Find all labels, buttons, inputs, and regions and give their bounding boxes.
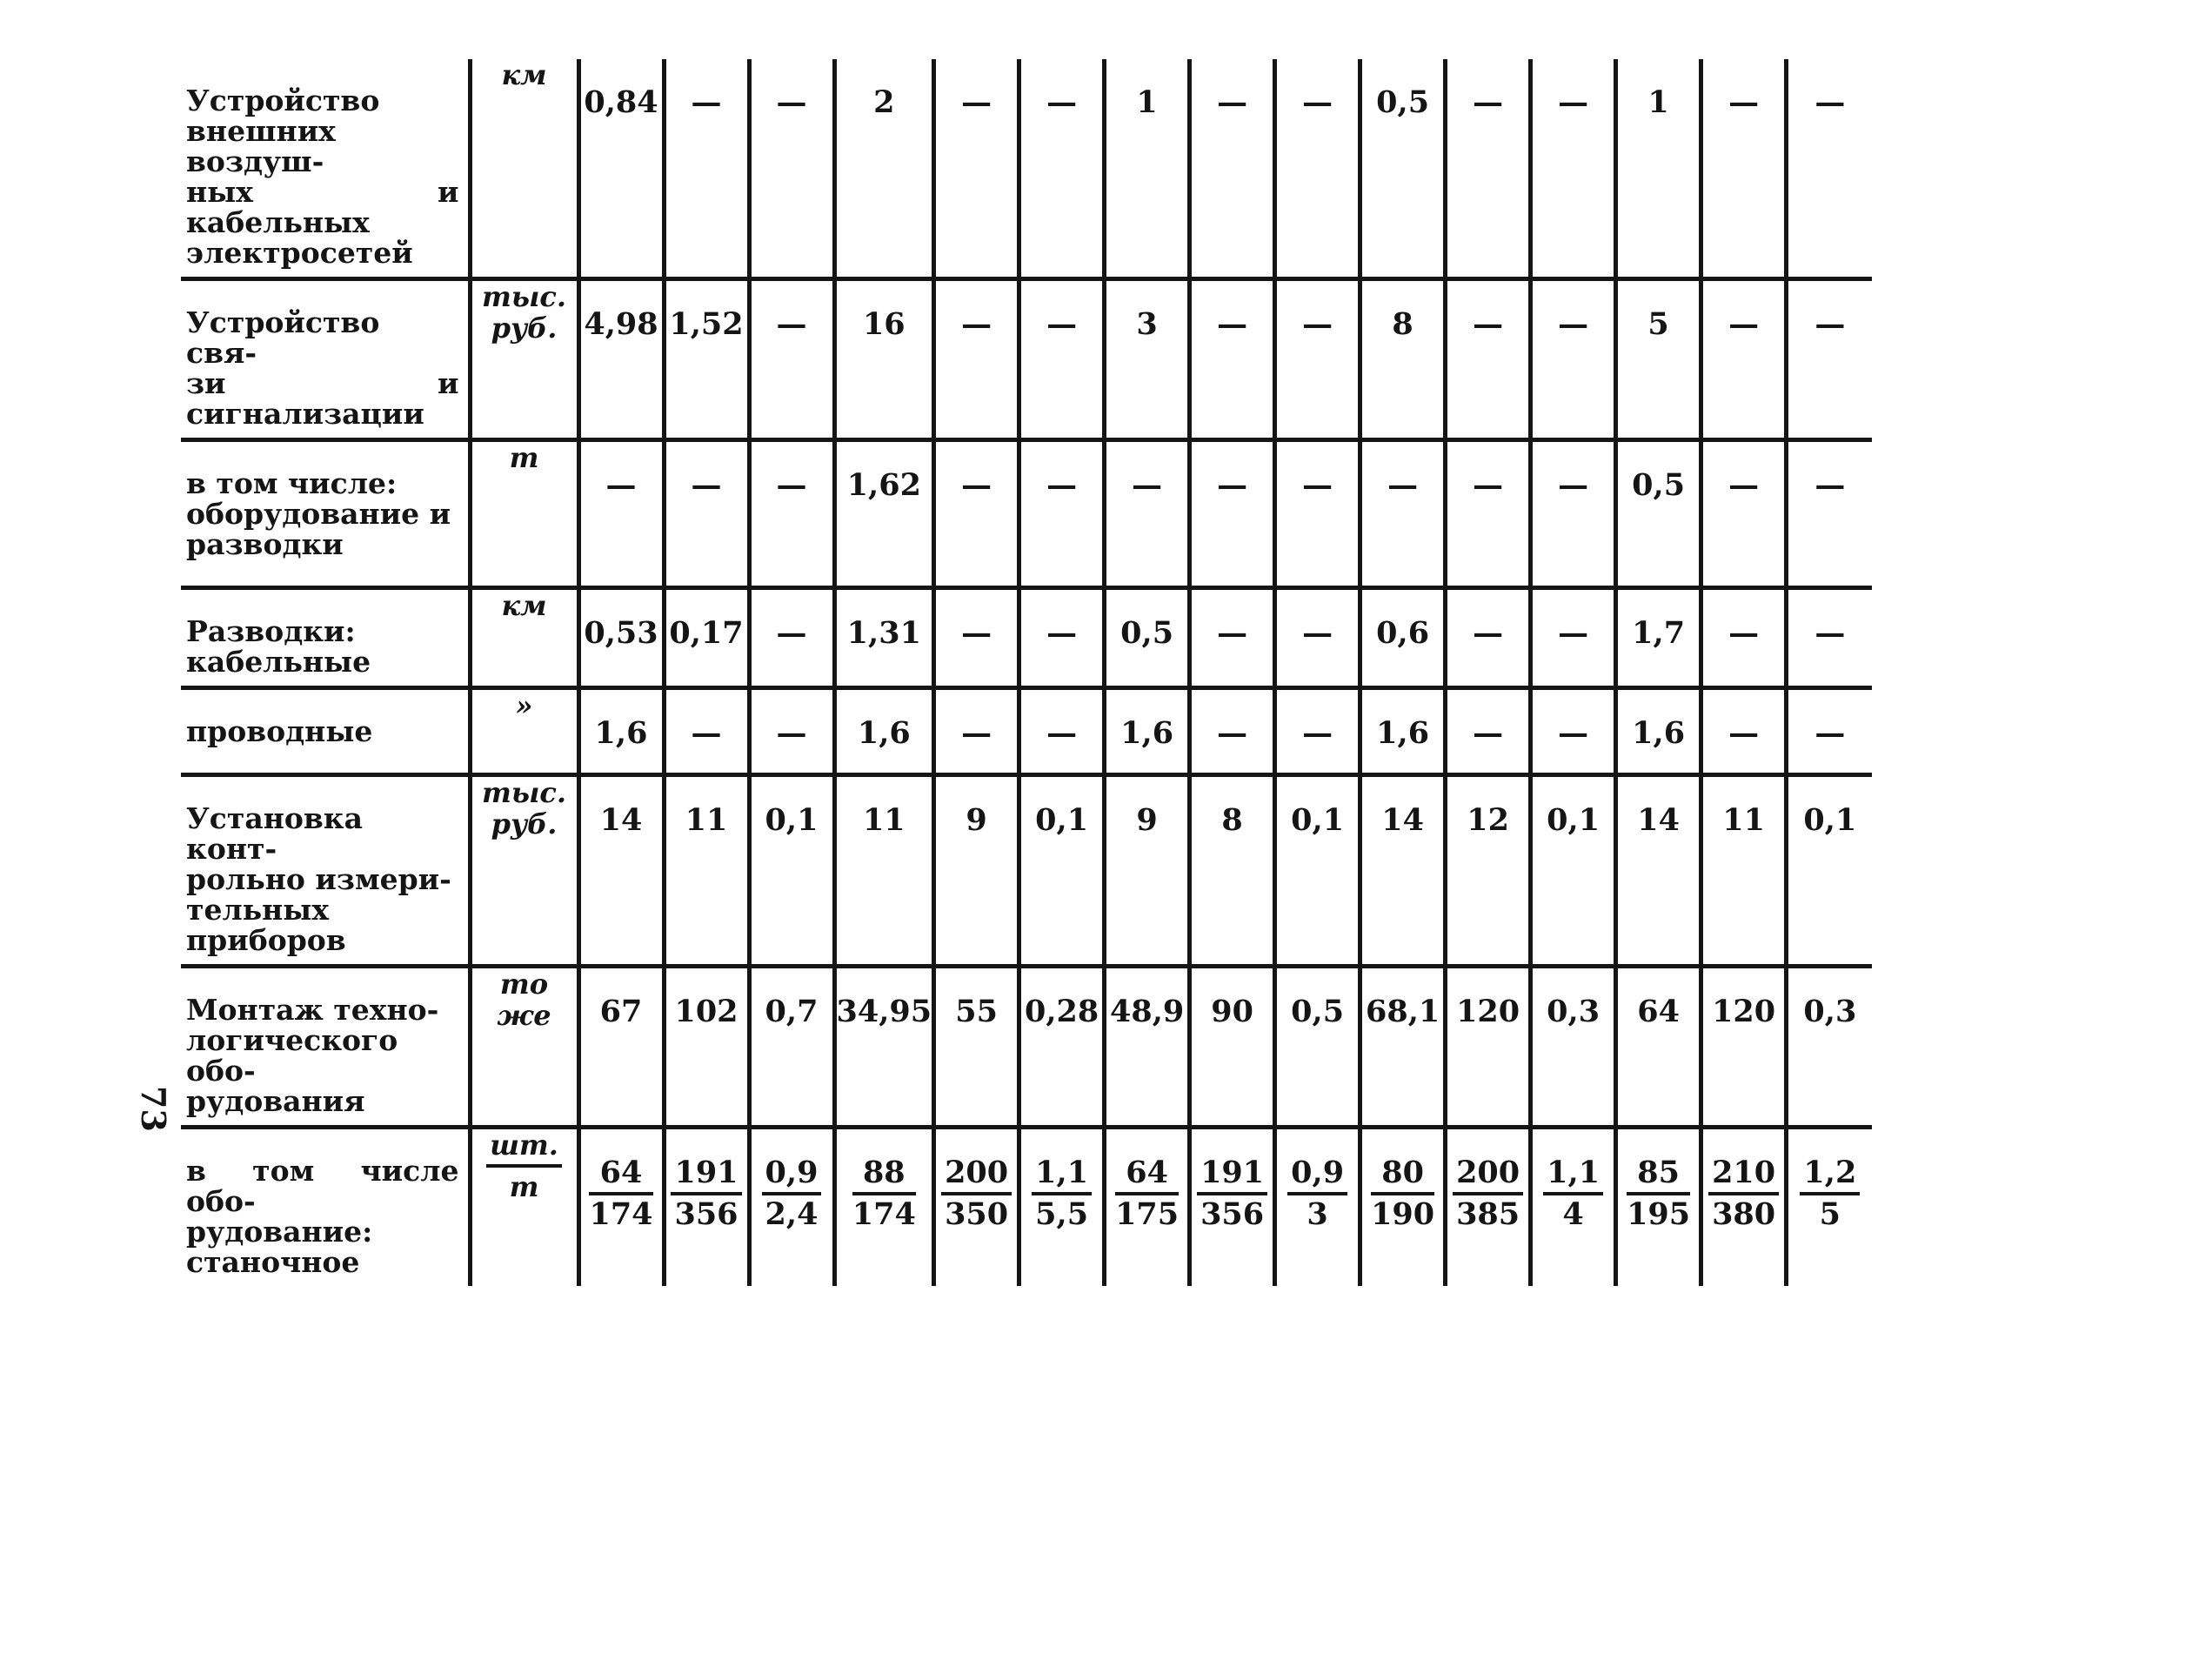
value-fraction — [671, 1157, 741, 1230]
row-label-line: в том числе: — [186, 466, 398, 500]
value-cell: — — [1275, 279, 1360, 440]
fraction-denominator: 4 — [1562, 1196, 1584, 1232]
row-label-line: рудование: — [186, 1215, 373, 1249]
value-cell: 8 — [1190, 775, 1275, 967]
value-cell: — — [1787, 440, 1872, 588]
value-cell: 14 — [1360, 775, 1446, 967]
row-label-line: в том числе обо- — [186, 1154, 459, 1218]
value-cell: 1,31 — [834, 588, 934, 688]
fraction-numerator: 1,1 — [1543, 1157, 1603, 1195]
value-fraction — [1800, 1157, 1860, 1230]
value-fraction — [1115, 1157, 1179, 1230]
value-cell: — — [1105, 440, 1190, 588]
unit-cell: тыс. руб. — [470, 279, 578, 440]
value-cell: 2 — [834, 59, 934, 279]
fraction-denominator: 190 — [1371, 1196, 1435, 1232]
value-cell: 1,6 — [1360, 688, 1446, 775]
value-cell: 0,5 — [1616, 440, 1701, 588]
value-cell: 0,3 — [1531, 967, 1616, 1128]
row-label-line: рудования — [186, 1084, 365, 1118]
value-cell: 1,62 — [834, 440, 934, 588]
value-cell: — — [1275, 688, 1360, 775]
value-cell: — — [749, 59, 834, 279]
value-cell: — — [749, 440, 834, 588]
value-cell: — — [1531, 688, 1616, 775]
value-fraction — [1543, 1157, 1603, 1230]
value-cell: — — [1190, 688, 1275, 775]
value-cell: 0,3 — [1787, 967, 1872, 1128]
value-cell: 9 — [1105, 775, 1190, 967]
fraction-denominator: 356 — [674, 1196, 738, 1232]
value-cell: 120 — [1446, 967, 1531, 1128]
value-cell: 48,9 — [1105, 967, 1190, 1128]
value-cell: 1,6 — [578, 688, 664, 775]
value-cell: — — [749, 588, 834, 688]
fraction-denominator: 175 — [1115, 1196, 1180, 1232]
value-cell: — — [1190, 59, 1275, 279]
row-label-line: разводки — [186, 527, 344, 561]
value-fraction — [1287, 1157, 1347, 1230]
fraction-denominator: 5 — [1819, 1196, 1841, 1232]
value-cell: — — [1019, 688, 1105, 775]
value-cell: — — [1275, 588, 1360, 688]
value-cell: 1,6 — [834, 688, 934, 775]
unit-cell: то же — [470, 967, 578, 1128]
value-cell: 0,1 — [1787, 775, 1872, 967]
unit-cell: км — [470, 59, 578, 279]
unit-cell: т — [470, 440, 578, 588]
value-cell: 3 — [1105, 279, 1190, 440]
value-cell: — — [1275, 59, 1360, 279]
fraction-denominator: 356 — [1200, 1196, 1265, 1232]
value-cell: 11 — [664, 775, 749, 967]
fraction-numerator: 0,9 — [1287, 1157, 1347, 1195]
value-cell: 67 — [578, 967, 664, 1128]
value-cell: 0,1 — [1019, 775, 1105, 967]
row-label-line: тельных приборов — [186, 893, 346, 957]
fraction-numerator: 80 — [1371, 1157, 1434, 1195]
value-cell: 0,28 — [1019, 967, 1105, 1128]
value-cell: 64 — [1616, 967, 1701, 1128]
value-cell: — — [1446, 688, 1531, 775]
fraction-numerator: 1,1 — [1032, 1157, 1092, 1195]
value-cell: — — [1446, 279, 1531, 440]
value-cell: — — [1701, 688, 1787, 775]
value-fraction — [589, 1157, 652, 1230]
value-cell: — — [1019, 59, 1105, 279]
row-label-line: станочное — [186, 1245, 360, 1279]
row-label-line: внешних воздуш- — [186, 114, 336, 178]
fraction-numerator: 85 — [1627, 1157, 1690, 1195]
row-label-line: проводные — [186, 714, 373, 748]
value-cell: 1,7 — [1616, 588, 1701, 688]
row-label — [181, 440, 470, 588]
value-cell: — — [1701, 440, 1787, 588]
row-label-line: Монтаж техно- — [186, 993, 439, 1027]
value-cell: — — [1531, 588, 1616, 688]
value-fraction — [852, 1157, 916, 1230]
value-cell — [1360, 1128, 1446, 1287]
unit-cell: км — [470, 588, 578, 688]
unit-cell: тыс. руб. — [470, 775, 578, 967]
row-label-line: Устройство — [186, 84, 380, 117]
value-fraction — [941, 1157, 1012, 1230]
value-cell — [1105, 1128, 1190, 1287]
value-cell: 0,1 — [749, 775, 834, 967]
fraction-numerator: 64 — [589, 1157, 652, 1195]
value-cell: 11 — [834, 775, 934, 967]
value-cell: 102 — [664, 967, 749, 1128]
value-cell: 16 — [834, 279, 934, 440]
value-fraction — [1032, 1157, 1092, 1230]
fraction-denominator: 5,5 — [1035, 1196, 1089, 1232]
value-fraction — [1627, 1157, 1690, 1230]
value-cell: — — [1787, 279, 1872, 440]
value-cell: 1,6 — [1616, 688, 1701, 775]
table-row — [181, 775, 1872, 967]
row-label — [181, 59, 470, 279]
unit-cell: » — [470, 688, 578, 775]
value-cell — [1531, 1128, 1616, 1287]
value-cell: — — [934, 59, 1019, 279]
row-label-line: Установка конт- — [186, 801, 364, 866]
value-cell: — — [1787, 588, 1872, 688]
fraction-numerator: 64 — [1115, 1157, 1179, 1195]
table-row — [181, 688, 1872, 775]
value-cell: 0,17 — [664, 588, 749, 688]
value-cell: 4,98 — [578, 279, 664, 440]
value-cell: 68,1 — [1360, 967, 1446, 1128]
row-label — [181, 1128, 470, 1287]
value-cell: 0,5 — [1360, 59, 1446, 279]
value-cell: — — [1446, 440, 1531, 588]
row-label-line: ных и кабельных — [186, 175, 459, 239]
row-label — [181, 967, 470, 1128]
value-cell: — — [934, 279, 1019, 440]
row-label-line: Разводки: — [186, 614, 356, 648]
fraction-denominator: 3 — [1306, 1196, 1328, 1232]
value-cell — [1190, 1128, 1275, 1287]
value-cell: — — [1531, 440, 1616, 588]
value-cell: 1 — [1105, 59, 1190, 279]
row-label-line: зи и сигнализации — [186, 366, 459, 431]
value-cell: — — [1701, 279, 1787, 440]
row-label — [181, 688, 470, 775]
value-fraction — [1197, 1157, 1267, 1230]
unit-fraction — [486, 1129, 562, 1202]
table-row — [181, 588, 1872, 688]
value-cell: — — [1360, 440, 1446, 588]
row-label — [181, 775, 470, 967]
value-cell: — — [749, 279, 834, 440]
value-cell: — — [934, 440, 1019, 588]
value-cell — [749, 1128, 834, 1287]
value-cell: — — [1019, 440, 1105, 588]
value-cell: — — [934, 588, 1019, 688]
fraction-denominator: т — [509, 1170, 539, 1203]
value-cell: — — [1531, 59, 1616, 279]
value-cell: — — [578, 440, 664, 588]
value-cell: 9 — [934, 775, 1019, 967]
fraction-numerator: 200 — [941, 1157, 1012, 1195]
row-label-line: кабельные — [186, 645, 371, 679]
value-fraction — [1708, 1157, 1779, 1230]
value-cell: 0,84 — [578, 59, 664, 279]
value-cell: — — [1787, 688, 1872, 775]
value-cell: — — [664, 440, 749, 588]
fraction-denominator: 380 — [1712, 1196, 1776, 1232]
row-label-line: Устройство свя- — [186, 305, 380, 370]
fraction-numerator: 88 — [852, 1157, 916, 1195]
value-cell: 8 — [1360, 279, 1446, 440]
fraction-denominator: 174 — [589, 1196, 653, 1232]
value-cell: 12 — [1446, 775, 1531, 967]
cost-table — [181, 59, 1872, 1286]
value-cell: 34,95 — [834, 967, 934, 1128]
row-label — [181, 588, 470, 688]
table-row — [181, 59, 1872, 279]
value-cell — [1275, 1128, 1360, 1287]
fraction-numerator: 191 — [1197, 1157, 1267, 1195]
page-number: 73 — [133, 1086, 173, 1132]
value-cell — [934, 1128, 1019, 1287]
row-label-line: рольно измери- — [186, 862, 451, 896]
value-cell: — — [1446, 59, 1531, 279]
value-cell: 1 — [1616, 59, 1701, 279]
row-label-line: оборудование и — [186, 497, 451, 531]
value-cell: 0,6 — [1360, 588, 1446, 688]
row-label-line: электросетей — [186, 236, 413, 270]
row-label-line: логического обо- — [186, 1023, 398, 1088]
value-cell: 0,1 — [1531, 775, 1616, 967]
value-fraction — [1371, 1157, 1434, 1230]
fraction-numerator: шт. — [486, 1129, 562, 1168]
value-cell: 14 — [1616, 775, 1701, 967]
value-cell: — — [1531, 279, 1616, 440]
value-cell: — — [1701, 588, 1787, 688]
value-cell: 0,1 — [1275, 775, 1360, 967]
value-cell: — — [1019, 279, 1105, 440]
fraction-numerator: 210 — [1708, 1157, 1779, 1195]
value-cell: 14 — [578, 775, 664, 967]
value-cell — [1616, 1128, 1701, 1287]
value-fraction — [762, 1157, 822, 1230]
fraction-numerator: 200 — [1453, 1157, 1523, 1195]
value-cell: 120 — [1701, 967, 1787, 1128]
value-cell: 5 — [1616, 279, 1701, 440]
value-cell: — — [1190, 588, 1275, 688]
fraction-numerator: 0,9 — [762, 1157, 822, 1195]
value-cell: 0,5 — [1275, 967, 1360, 1128]
value-cell — [1446, 1128, 1531, 1287]
value-cell: — — [1701, 59, 1787, 279]
value-cell: 11 — [1701, 775, 1787, 967]
value-cell: — — [1446, 588, 1531, 688]
value-cell: — — [664, 59, 749, 279]
value-cell: — — [934, 688, 1019, 775]
fraction-denominator: 2,4 — [765, 1196, 819, 1232]
unit-cell — [470, 1128, 578, 1287]
value-cell: — — [1190, 440, 1275, 588]
value-cell: — — [664, 688, 749, 775]
value-cell: — — [1190, 279, 1275, 440]
value-cell — [578, 1128, 664, 1287]
table-row — [181, 440, 1872, 588]
table-row — [181, 1128, 1872, 1287]
fraction-denominator: 174 — [852, 1196, 916, 1232]
value-cell: 0,7 — [749, 967, 834, 1128]
value-cell: — — [1275, 440, 1360, 588]
value-fraction — [1453, 1157, 1523, 1230]
value-cell: 0,53 — [578, 588, 664, 688]
table-row — [181, 967, 1872, 1128]
value-cell: — — [1019, 588, 1105, 688]
fraction-denominator: 350 — [945, 1196, 1009, 1232]
value-cell: 90 — [1190, 967, 1275, 1128]
fraction-numerator: 191 — [671, 1157, 741, 1195]
fraction-numerator: 1,2 — [1800, 1157, 1860, 1195]
fraction-denominator: 195 — [1627, 1196, 1691, 1232]
table-row — [181, 279, 1872, 440]
value-cell: 55 — [934, 967, 1019, 1128]
value-cell: — — [749, 688, 834, 775]
value-cell: 1,6 — [1105, 688, 1190, 775]
value-cell — [1701, 1128, 1787, 1287]
value-cell: — — [1787, 59, 1872, 279]
fraction-denominator: 385 — [1456, 1196, 1520, 1232]
value-cell — [834, 1128, 934, 1287]
value-cell — [1019, 1128, 1105, 1287]
value-cell: 1,52 — [664, 279, 749, 440]
value-cell — [1787, 1128, 1872, 1287]
value-cell — [664, 1128, 749, 1287]
row-label — [181, 279, 470, 440]
value-cell: 0,5 — [1105, 588, 1190, 688]
